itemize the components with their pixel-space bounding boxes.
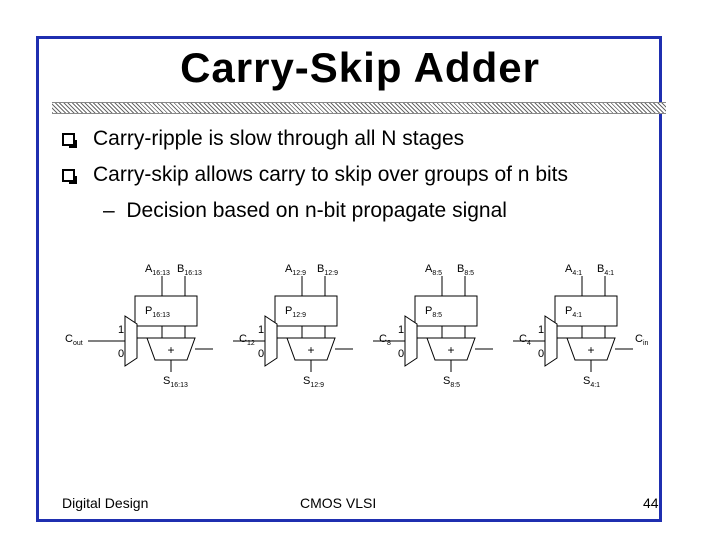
stage-2-mux [265,316,277,366]
stage-4-mux-zero: 0 [538,348,545,360]
stage-3-mux-one: 1 [398,324,405,336]
carry-label-in: $C_{in}$ [635,333,649,347]
stage-3-mux [405,316,417,366]
stage-2-a-label: $A_{12:9}$ [285,263,306,277]
stage-4-sum-label: $S_{4:1}$ [583,375,601,389]
footer-page-number: 44 [643,495,659,511]
carry-label-out: $C_{out}$ [65,333,83,347]
stage-2-adder-symbol: + [307,343,315,357]
stage-4-b-label: $B_{4:1}$ [597,263,615,277]
stage-3-sum-label: $S_{8:5}$ [443,375,461,389]
stage-3-adder-symbol: + [447,343,455,357]
stage-3-propagate-label: $P_{8:5}$ [425,305,443,319]
stage-4-mux-one: 1 [538,324,545,336]
stage-1-mux-zero: 0 [118,348,125,360]
carry-label-4: $C_4$ [519,333,531,347]
stage-3-a-label: $A_{8:5}$ [425,263,443,277]
carry-label-12: $C_{12}$ [239,333,255,347]
bullet-2 [62,163,568,187]
stage-4-mux [545,316,557,366]
stage-1-a-label: $A_{16:13}$ [145,263,170,277]
sub-bullet-1 [103,199,507,223]
stage-1-propagate-label: $P_{16:13}$ [145,305,170,319]
bullet-1 [62,127,464,151]
stage-1-mux [125,316,137,366]
footer-left: Digital Design [62,495,149,511]
checkbox-bullet-icon [62,133,75,146]
checkbox-bullet-icon [62,169,75,182]
bullet-2-text: Carry-skip allows carry to skip over groups of n bits [93,163,568,186]
dash-bullet: – [103,199,115,222]
stage-4-propagate-label: $P_{4:1}$ [565,305,583,319]
stage-2-sum-label: $S_{12:9}$ [303,375,324,389]
stage-1-adder-symbol: + [167,343,175,357]
slide-title: Carry-Skip Adder [180,44,540,91]
stage-3-mux-zero: 0 [398,348,405,360]
stage-3-b-label: $B_{8:5}$ [457,263,475,277]
sub-bullet-1-text: Decision based on n-bit propagate signal [126,199,507,222]
carry-label-8: $C_8$ [379,333,391,347]
stage-4-adder-symbol: + [587,343,595,357]
stage-4-a-label: $A_{4:1}$ [565,263,583,277]
stage-1-b-label: $B_{16:13}$ [177,263,202,277]
stage-2-b-label: $B_{12:9}$ [317,263,338,277]
footer-center: CMOS VLSI [300,495,377,511]
carry-skip-diagram [60,258,660,398]
stage-2-mux-zero: 0 [258,348,265,360]
stage-2-propagate-label: $P_{12:9}$ [285,305,306,319]
stage-2-mux-one: 1 [258,324,265,336]
bullet-1-text: Carry-ripple is slow through all N stages [93,127,465,150]
stage-1-mux-one: 1 [118,324,125,336]
title-divider [52,102,666,114]
stage-1-sum-label: $S_{16:13}$ [163,375,188,389]
